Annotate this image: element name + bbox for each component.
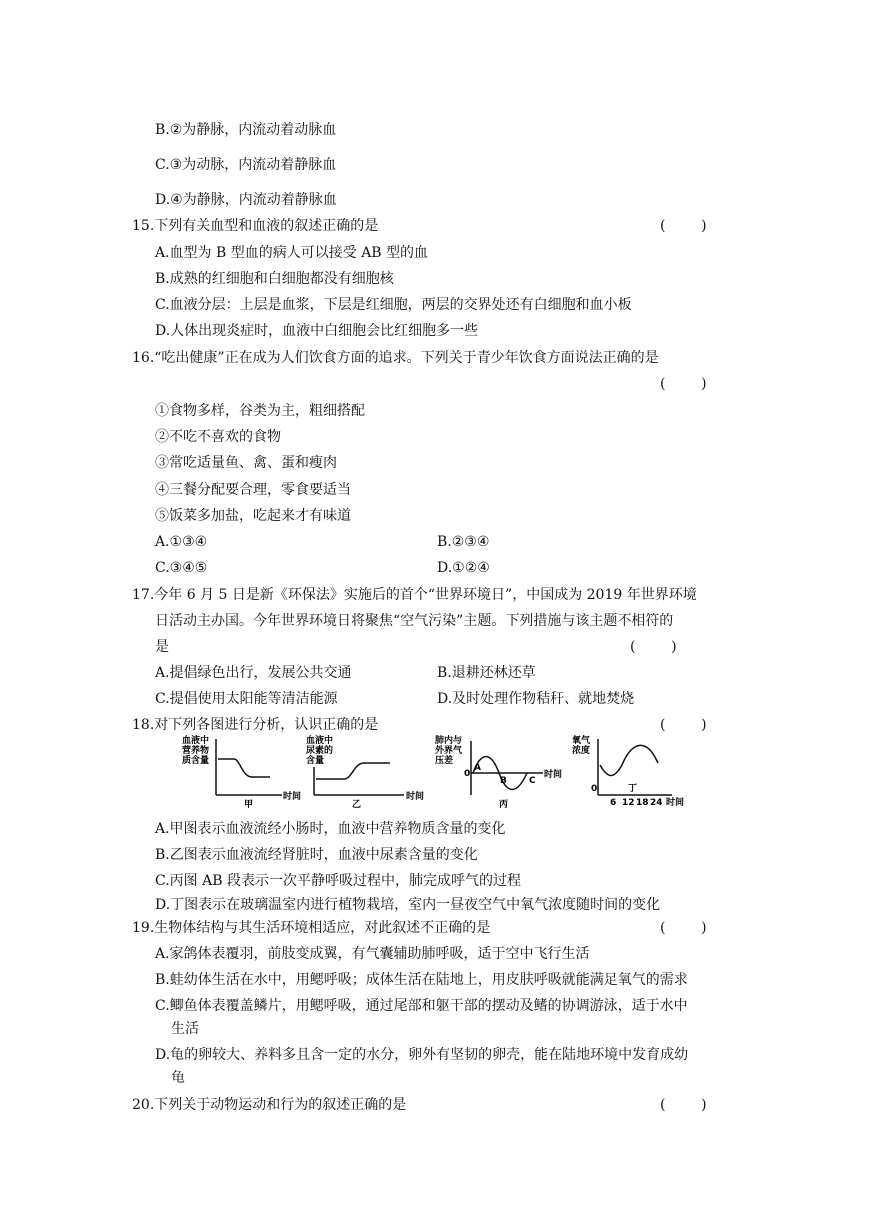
q17-stem-line2: 日活动主办国。今年世界环境日将聚焦“空气污染”主题。下列措施与该主题不相符的 [155,613,674,629]
figure-jia-name: 甲 [244,800,254,810]
q19-option-c-line1: C.鲫鱼体表覆盖鳞片，用鳃呼吸，通过尾部和躯干部的摆动及鳍的协调游泳，适于水中 [155,998,688,1014]
figure-ding-tick-6: 6 [610,798,617,808]
figure-ding-tick-24: 24 [650,798,663,808]
q16-item-4: ④三餐分配要合理，零食要适当 [155,482,351,498]
q14-option-b: B.②为静脉，内流动着动脉血 [155,122,337,138]
figure-jia [182,733,312,812]
figure-ding [572,733,702,812]
figure-yi-curve [316,763,390,779]
figure-ding-ylabel-1: 氧气 [572,736,591,746]
figure-bing [435,733,570,812]
q16-option-d: D.①②④ [437,560,490,576]
q16-answer-paren: ( ) [660,376,707,392]
figure-ding-tick-18: 18 [636,798,649,808]
q19-stem: 19.生物体结构与其生活环境相适应，对此叙述不正确的是 [132,920,491,936]
q15-option-c: C.血液分层：上层是血浆，下层是红细胞，两层的交界处还有白细胞和血小板 [155,297,632,313]
q20-answer-paren: ( ) [660,1097,707,1113]
figure-jia-curve [218,759,270,777]
figure-ding-ylabel-2: 浓度 [572,746,591,756]
figure-bing-zero: 0 [464,769,471,779]
q19-option-b: B.蛙幼体生活在水中，用鳃呼吸；成体生活在陆地上，用皮肤呼吸就能满足氧气的需求 [155,972,688,988]
q19-option-d-line2: 龟 [171,1070,185,1086]
figure-jia-ylabel-3: 质含量 [182,756,210,766]
figure-yi-ylabel-3: 含量 [306,756,325,766]
figure-yi-ylabel-2: 尿素的 [306,746,334,756]
figure-bing-ylabel-1: 肺内与 [435,736,463,746]
figure-ding-name: 丁 [628,784,638,794]
figure-yi-xlabel: 时间 [406,792,425,802]
q18-option-c: C.丙图 AB 段表示一次平静呼吸过程中，肺完成呼气的过程 [155,873,521,889]
q16-item-2: ②不吃不喜欢的食物 [155,429,281,445]
figure-bing-point-b: B [500,776,507,786]
q17-option-a: A.提倡绿色出行，发展公共交通 [155,665,352,681]
q16-option-a: A.①③④ [155,534,208,550]
q18-option-b: B.乙图表示血液流经肾脏时，血液中尿素含量的变化 [155,847,478,863]
q16-item-3: ③常吃适量鱼、禽、蛋和瘦肉 [155,455,337,471]
q18-stem: 18.对下列各图进行分析，认识正确的是 [132,717,379,733]
q15-stem: 15.下列有关血型和血液的叙述正确的是 [132,218,379,234]
q15-option-a: A.血型为 B 型血的病人可以接受 AB 型的血 [155,245,429,261]
q18-option-d: D.丁图表示在玻璃温室内进行植物栽培，室内一昼夜空气中氧气浓度随时间的变化 [155,897,661,913]
q16-item-5: ⑤饭菜多加盐，吃起来才有味道 [155,508,351,524]
q14-option-c: C.③为动脉，内流动着静脉血 [155,157,337,173]
q15-option-b: B.成熟的红细胞和白细胞都没有细胞核 [155,271,394,287]
q19-option-d-line1: D.龟的卵较大、养料多且含一定的水分，卵外有坚韧的卵壳，能在陆地环境中发育成幼 [155,1047,689,1063]
figure-yi [306,733,436,812]
figure-bing-point-a: A [474,763,481,773]
figure-jia-ylabel-1: 血液中 [182,736,210,746]
q16-option-c: C.③④⑤ [155,560,208,576]
figure-ding-zero: 0 [591,784,598,794]
figure-bing-name: 丙 [499,800,509,810]
q19-option-a: A.家鸽体表覆羽，前肢变成翼，有气囊辅助肺呼吸，适于空中飞行生活 [155,946,590,962]
q17-option-c: C.提倡使用太阳能等清洁能源 [155,691,338,707]
q16-item-1: ①食物多样，谷类为主，粗细搭配 [155,403,365,419]
figure-bing-ylabel-3: 压差 [435,756,454,766]
q16-stem: 16.“吃出健康”正在成为人们饮食方面的追求。下列关于青少年饮食方面说法正确的是 [132,350,659,366]
q17-option-b: B.退耕还林还草 [437,665,536,681]
q17-option-d: D.及时处理作物秸秆、就地焚烧 [437,691,635,707]
q17-answer-paren: ( ) [630,639,677,655]
q18-option-a: A.甲图表示血液流经小肠时，血液中营养物质含量的变化 [155,821,506,837]
figure-jia-ylabel-2: 营养物 [182,746,210,756]
q17-stem-line1: 17.今年 6 月 5 日是新《环保法》实施后的首个“世界环境日”，中国成为 2019 年世界环境 [132,587,697,603]
q15-option-d: D.人体出现炎症时，血液中白细胞会比红细胞多一些 [155,323,479,339]
figure-bing-xlabel: 时间 [544,770,563,780]
q19-answer-paren: ( ) [660,920,707,936]
q15-answer-paren: ( ) [660,218,707,234]
figure-ding-tick-12: 12 [622,798,635,808]
q19-option-c-line2: 生活 [171,1021,199,1037]
q18-answer-paren: ( ) [660,717,707,733]
q16-option-b: B.②③④ [437,534,490,550]
q20-stem: 20.下列关于动物运动和行为的叙述正确的是 [132,1097,407,1113]
figure-ding-curve [600,745,658,775]
figure-bing-point-c: C [529,776,536,786]
figure-jia-xlabel: 时间 [283,792,302,802]
q17-stem-line3: 是 [155,639,169,655]
figure-yi-ylabel-1: 血液中 [306,736,334,746]
figure-bing-ylabel-2: 外界气 [435,746,463,756]
figure-yi-name: 乙 [352,800,362,810]
q14-option-d: D.④为静脉，内流动着静脉血 [155,192,337,208]
figure-ding-xlabel: 时间 [666,798,685,808]
